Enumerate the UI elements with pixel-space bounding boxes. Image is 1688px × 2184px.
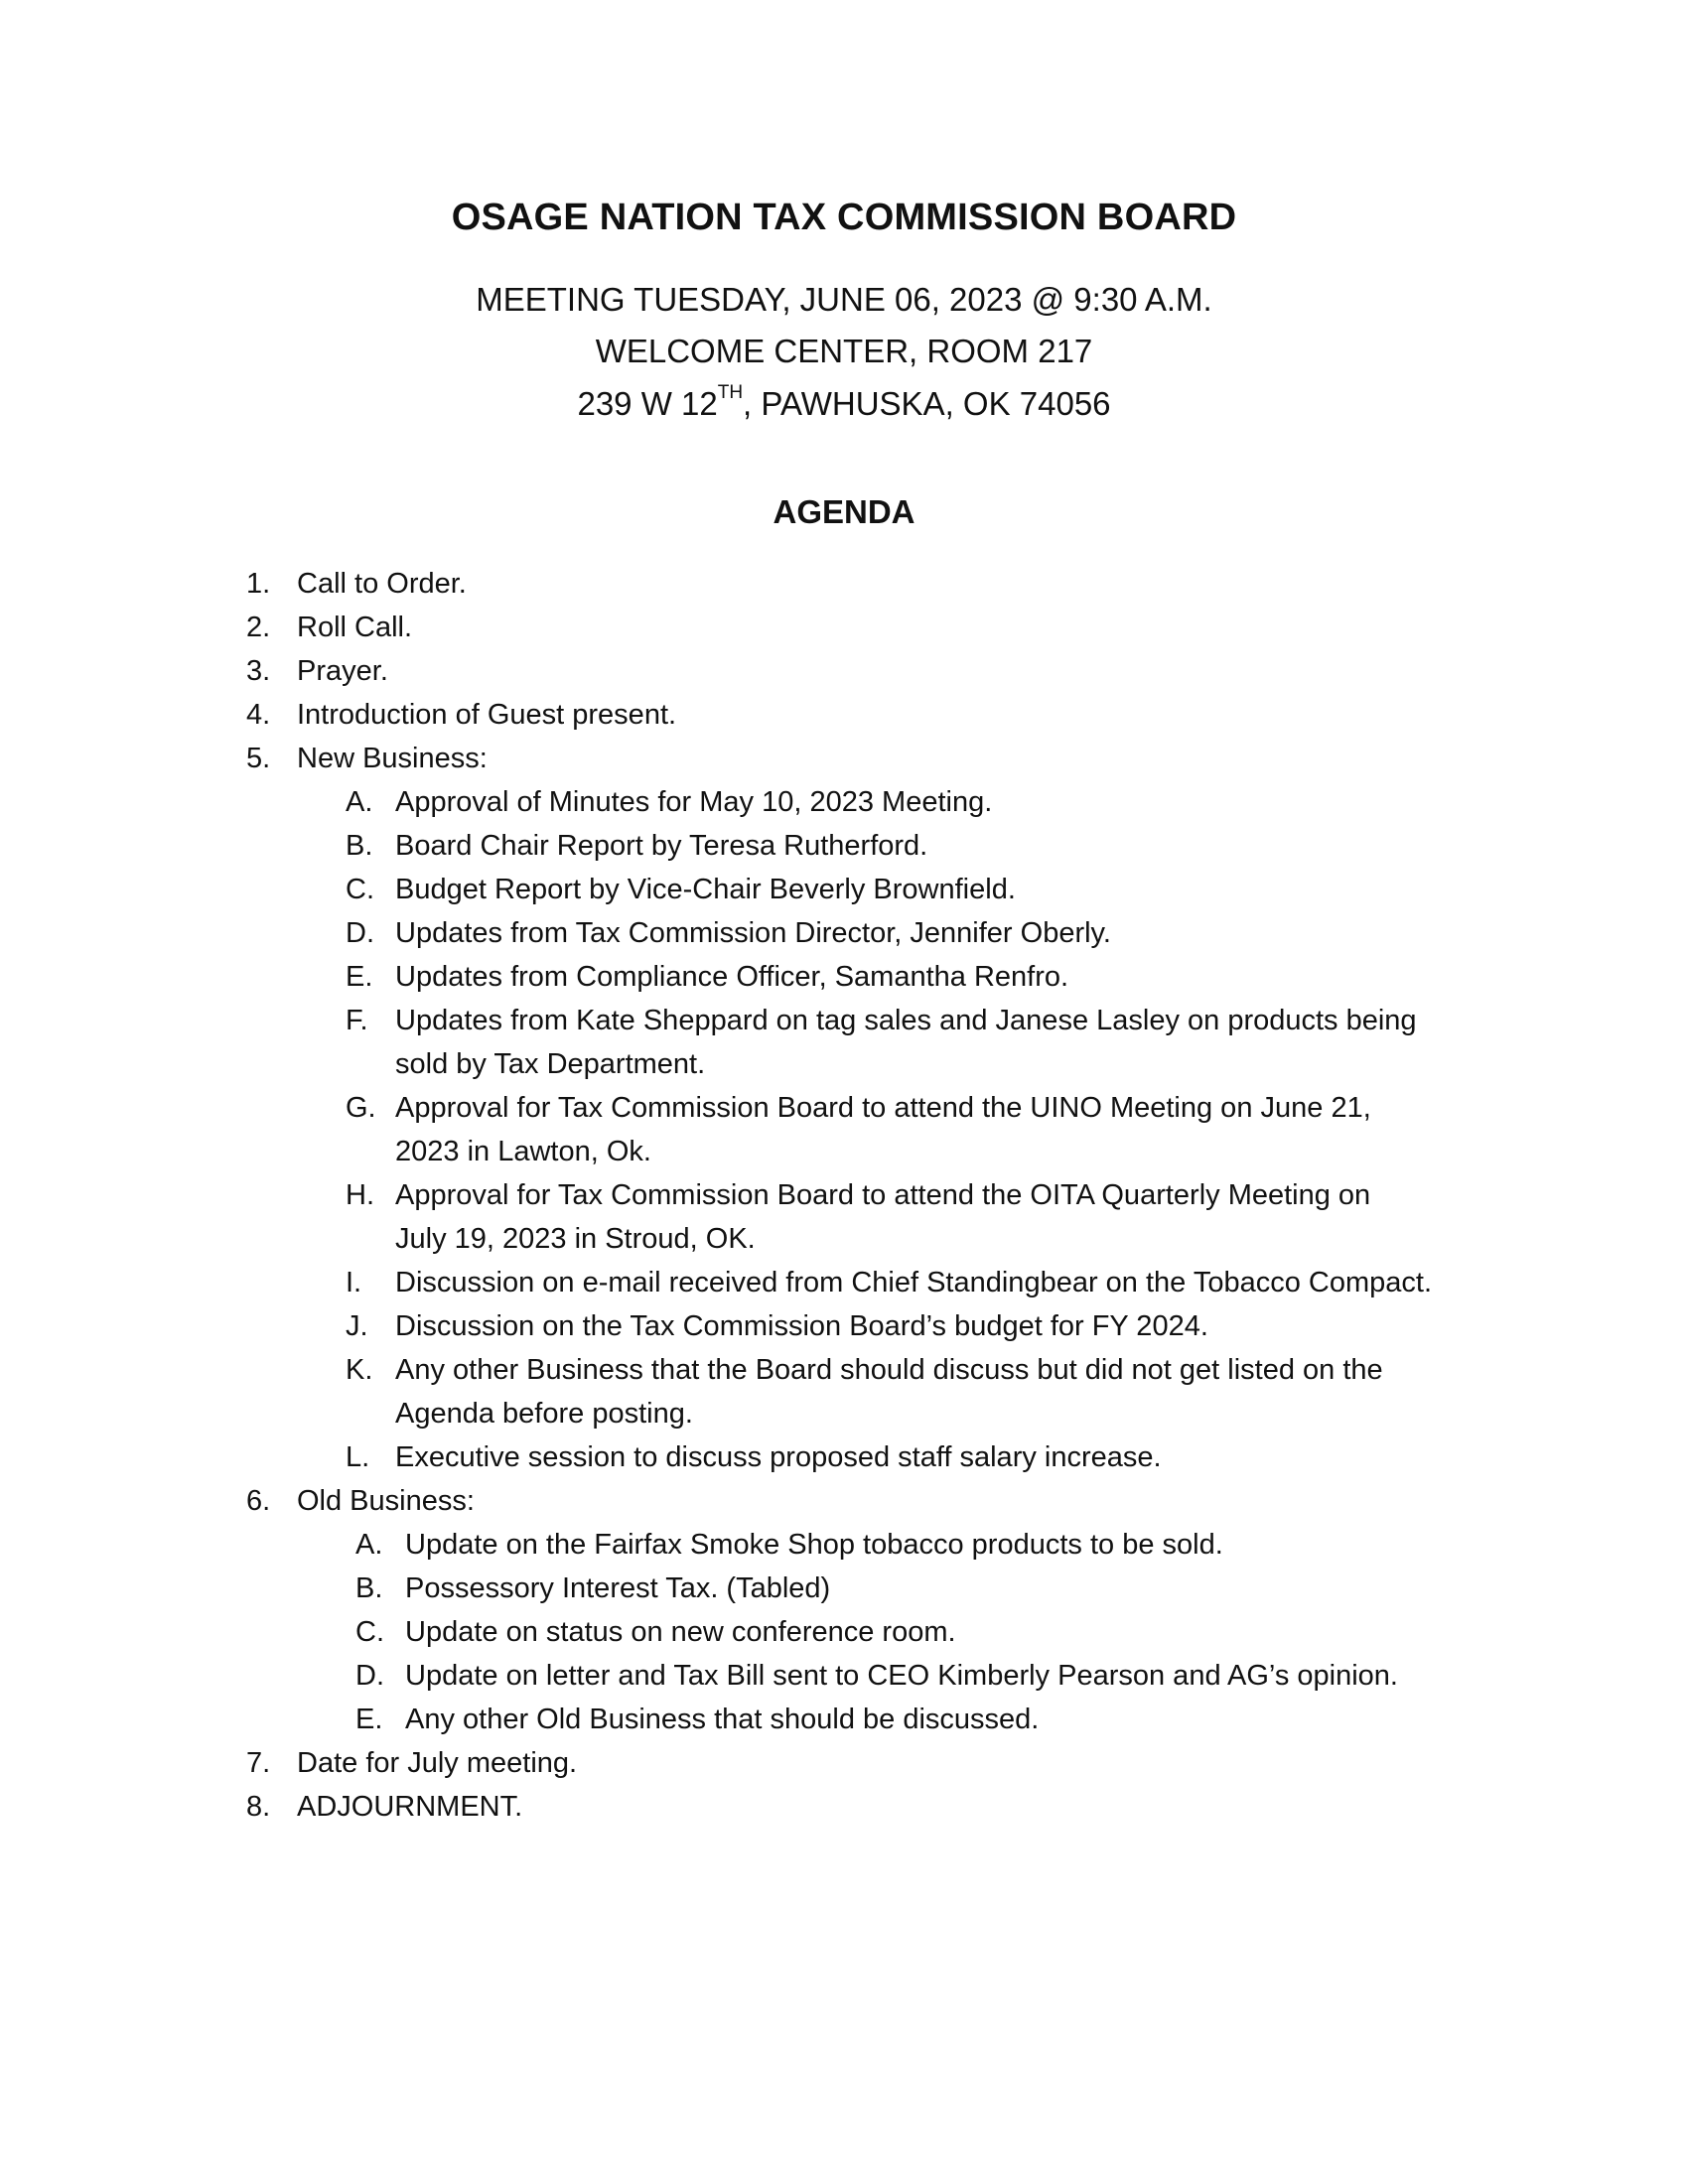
old-business-item-b: [0, 1567, 1688, 1610]
sub-item-letter: E.: [355, 1704, 383, 1735]
new-business-item-h: [0, 1173, 1688, 1261]
sub-item-text: Update on letter and Tax Bill sent to CEO Kimberly Pearson and AG’s opinion.: [405, 1660, 1398, 1692]
new-business-item-a: [0, 780, 1688, 824]
agenda-item-number: 8.: [246, 1791, 271, 1823]
sub-item-text: Board Chair Report by Teresa Rutherford.: [395, 830, 928, 862]
sub-item-letter: B.: [346, 830, 373, 862]
sub-item-text: Budget Report by Vice-Chair Beverly Brownfield.: [395, 874, 1016, 905]
agenda-item-text: ADJOURNMENT.: [297, 1791, 523, 1823]
address-street: 239 W 12: [577, 385, 718, 422]
sub-item-line: sold by Tax Department.: [395, 1048, 706, 1080]
agenda-item-number: 5.: [246, 743, 271, 774]
agenda-item-1: [0, 562, 1688, 606]
new-business-item-c: [0, 868, 1688, 911]
agenda-item-7: [0, 1741, 1688, 1785]
old-business-item-e: [0, 1698, 1688, 1741]
sub-item-letter: B.: [355, 1572, 383, 1604]
new-business-item-l: [0, 1435, 1688, 1479]
old-business-item-a: [0, 1523, 1688, 1567]
sub-item-text: [395, 1086, 1487, 1173]
new-business-item-k: [0, 1348, 1688, 1435]
agenda-item-text: Date for July meeting.: [297, 1747, 578, 1779]
new-business-item-d: [0, 911, 1688, 955]
agenda-item-text: Old Business:: [297, 1485, 475, 1517]
sub-item-text: Executive session to discuss proposed staff salary increase.: [395, 1441, 1162, 1473]
sub-item-line: Approval for Tax Commission Board to attend the OITA Quarterly Meeting on: [395, 1179, 1371, 1211]
sub-item-text: Updates from Tax Commission Director, Jennifer Oberly.: [395, 917, 1111, 949]
sub-item-letter: H.: [346, 1179, 374, 1211]
sub-item-line: Any other Business that the Board should discuss but did not get listed on the: [395, 1354, 1383, 1386]
sub-item-letter: G.: [346, 1092, 376, 1124]
agenda-item-text: Introduction of Guest present.: [297, 699, 677, 731]
agenda-item-3: [0, 649, 1688, 693]
agenda-item-text: New Business:: [297, 743, 488, 774]
sub-item-letter: C.: [355, 1616, 384, 1648]
agenda-item-number: 1.: [246, 568, 271, 600]
sub-item-letter: A.: [346, 786, 373, 818]
meeting-date-line: MEETING TUESDAY, JUNE 06, 2023 @ 9:30 A.M.: [476, 281, 1212, 318]
address-city: , PAWHUSKA, OK 74056: [743, 385, 1111, 422]
sub-item-text: [395, 999, 1487, 1086]
sub-item-text: Update on the Fairfax Smoke Shop tobacco products to be sold.: [405, 1529, 1223, 1561]
sub-item-text: [395, 1348, 1487, 1435]
sub-item-letter: I.: [346, 1267, 362, 1298]
old-business-item-c: [0, 1610, 1688, 1654]
agenda-item-6: [0, 1479, 1688, 1523]
sub-item-letter: K.: [346, 1354, 373, 1386]
agenda-list: [0, 562, 1688, 1829]
sub-item-line: Updates from Kate Sheppard on tag sales and Janese Lasley on products being: [395, 1005, 1417, 1036]
address-ordinal-suffix: TH: [717, 382, 744, 403]
agenda-item-number: 6.: [246, 1485, 271, 1517]
sub-item-letter: A.: [355, 1529, 383, 1561]
agenda-item-number: 3.: [246, 655, 271, 687]
old-business-item-d: [0, 1654, 1688, 1698]
sub-item-letter: E.: [346, 961, 373, 993]
agenda-item-text: Call to Order.: [297, 568, 467, 600]
sub-item-text: Possessory Interest Tax. (Tabled): [405, 1572, 831, 1604]
meeting-location-line: WELCOME CENTER, ROOM 217: [595, 333, 1093, 369]
new-business-item-b: [0, 824, 1688, 868]
sub-item-line: Approval for Tax Commission Board to attend the UINO Meeting on June 21,: [395, 1092, 1371, 1124]
sub-item-line: July 19, 2023 in Stroud, OK.: [395, 1223, 756, 1255]
agenda-heading: AGENDA: [773, 493, 915, 530]
sub-item-letter: C.: [346, 874, 374, 905]
sub-item-letter: J.: [346, 1310, 368, 1342]
agenda-item-4: [0, 693, 1688, 737]
new-business-item-j: [0, 1304, 1688, 1348]
sub-item-letter: L.: [346, 1441, 370, 1473]
sub-item-line: Agenda before posting.: [395, 1398, 693, 1430]
new-business-item-i: [0, 1261, 1688, 1304]
agenda-item-5: [0, 737, 1688, 780]
new-business-item-e: [0, 955, 1688, 999]
document-title: OSAGE NATION TAX COMMISSION BOARD: [451, 197, 1237, 238]
sub-item-text: Approval of Minutes for May 10, 2023 Meeting.: [395, 786, 993, 818]
sub-item-text: Discussion on the Tax Commission Board’s budget for FY 2024.: [395, 1310, 1208, 1342]
sub-item-line: 2023 in Lawton, Ok.: [395, 1136, 651, 1167]
agenda-item-number: 4.: [246, 699, 271, 731]
sub-item-text: Update on status on new conference room.: [405, 1616, 956, 1648]
sub-item-letter: F.: [346, 1005, 368, 1036]
new-business-item-g: [0, 1086, 1688, 1173]
sub-item-text: Updates from Compliance Officer, Samantha Renfro.: [395, 961, 1069, 993]
agenda-item-number: 7.: [246, 1747, 271, 1779]
meeting-address-line: [0, 382, 1688, 423]
sub-item-text: [395, 1173, 1487, 1261]
agenda-item-text: Prayer.: [297, 655, 388, 687]
sub-item-letter: D.: [355, 1660, 384, 1692]
agenda-item-text: Roll Call.: [297, 612, 413, 643]
agenda-item-2: [0, 606, 1688, 649]
agenda-item-8: [0, 1785, 1688, 1829]
sub-item-text: Discussion on e-mail received from Chief Standingbear on the Tobacco Compact.: [395, 1267, 1432, 1298]
sub-item-text: Any other Old Business that should be discussed.: [405, 1704, 1040, 1735]
sub-item-letter: D.: [346, 917, 374, 949]
new-business-item-f: [0, 999, 1688, 1086]
agenda-item-number: 2.: [246, 612, 271, 643]
